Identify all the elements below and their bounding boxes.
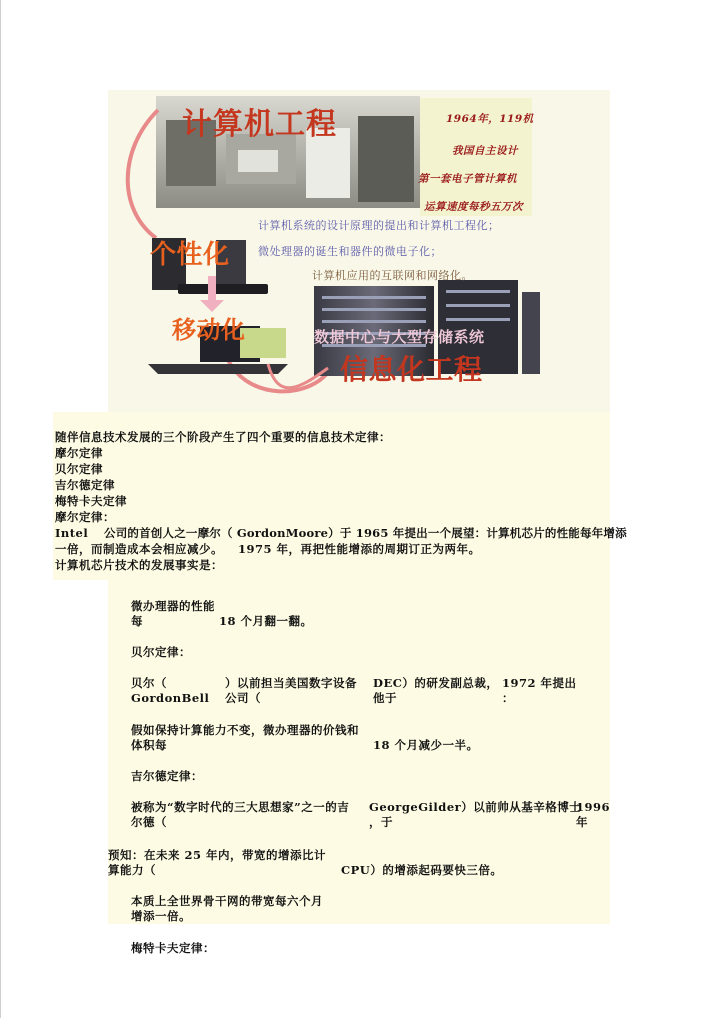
figure-caption-speed: 运算速度每秒五万次: [424, 201, 523, 213]
intel-paragraph-line2b: 1975 年，再把性能增添的周期订正为两年。: [238, 542, 481, 556]
gilder-block-c2b: ，于: [369, 815, 393, 829]
figure-title-computer-engineering: 计算机工程: [182, 107, 337, 142]
bell-rule-line2a: 体积每: [131, 738, 167, 752]
law-list-metcalfe: 梅特卡夫定律: [55, 494, 127, 508]
keyboard: [178, 284, 268, 294]
stage-arrow-left: [128, 110, 158, 238]
gilder-block-c1b: 尔德（: [131, 815, 167, 829]
moore-block-line2b: 18 个月翻一翻。: [219, 614, 313, 628]
gilder-block-c3b: 年: [576, 815, 588, 829]
bell-block-c1b: GordonBell: [131, 691, 210, 705]
gilder-heading: 吉尔德定律：: [131, 769, 203, 783]
bell-block-c2a: ）以前担当美国数字设备: [225, 676, 357, 690]
gilder-block-c3a: 1996: [576, 800, 611, 814]
gilder-predict-line1: 预知：在未来 25 年内，带宽的增添比计: [108, 848, 327, 862]
figure-label-info-engineering: 信息化工程: [340, 353, 483, 386]
page-edge: [0, 0, 1, 1018]
bell-block-c4a: 1972 年提出: [502, 676, 577, 690]
bell-heading: 贝尔定律：: [131, 645, 191, 659]
figure-desc-design-principles: 计算机系统的设计原理的提出和计算机工程化；: [258, 219, 500, 232]
moore-heading: 摩尔定律：: [55, 510, 115, 524]
figure-label-personalization: 个性化: [150, 240, 230, 270]
figure-caption-self-designed: 我国自主设计: [452, 145, 518, 157]
bell-block-c4b: ：: [502, 691, 514, 705]
figure-label-mobility: 移动化: [172, 316, 246, 344]
bell-block-c3a: DEC）的研发副总裁，: [373, 676, 499, 690]
figure-label-datacenter: 数据中心与大型存储系统: [314, 328, 485, 346]
gilder-predict-line2b: CPU）的增添起码要快三倍。: [341, 863, 503, 877]
law-list-moore: 摩尔定律: [55, 446, 103, 460]
law-list-gilder: 吉尔德定律: [55, 478, 115, 492]
figure-desc-internet: 计算机应用的互联网和网络化。: [312, 269, 473, 282]
info-tech-stages-figure: [108, 90, 610, 412]
intro-line: 随伴信息技术发展的三个阶段产生了四个重要的信息技术定律：: [55, 430, 391, 444]
gilder-fact-line1: 本质上全世界骨干网的带宽每六个月: [131, 894, 323, 908]
gilder-block-c1a: 被称为“数字时代的三大思想家”之一的吉: [131, 800, 350, 814]
figure-desc-microelectronics: 微处理器的诞生和器件的微电子化；: [258, 245, 442, 258]
bell-block-c1a: 贝尔（: [131, 676, 167, 690]
gilder-predict-line2a: 算能力（: [108, 863, 156, 877]
moore-block-line1: 微办理器的性能: [131, 599, 215, 613]
bell-block-c3b: 他于: [373, 691, 397, 705]
bell-rule-line1: 假如保持计算能力不变，微办理器的价钱和: [131, 723, 359, 737]
law-list-bell: 贝尔定律: [55, 462, 103, 476]
bell-rule-line2b: 18 个月减少一半。: [373, 738, 479, 752]
gilder-block-c2a: GeorgeGilder）以前帅从基辛格博士: [369, 800, 582, 814]
bell-block-c2b: 公司（: [225, 691, 261, 705]
intel-paragraph-line1: 公司的首创人之一摩尔（ GordonMoore）于 1965 年提出一个展望：计算机芯片的性能每年增添: [104, 526, 627, 540]
gilder-fact-line2: 增添一倍。: [131, 909, 191, 923]
intel-word: Intel: [55, 526, 89, 540]
intel-paragraph-line2a: 一倍，而制造成本会相应减少。: [55, 542, 223, 556]
moore-block-line2a: 每: [131, 614, 143, 628]
metcalfe-heading: 梅特卡夫定律：: [131, 941, 215, 955]
figure-caption-1964: 1964年，119机: [446, 113, 534, 125]
chip-facts-line: 计算机芯片技术的发展事实是：: [55, 558, 223, 572]
figure-caption-first-tube-computer: 第一套电子管计算机: [418, 173, 517, 185]
